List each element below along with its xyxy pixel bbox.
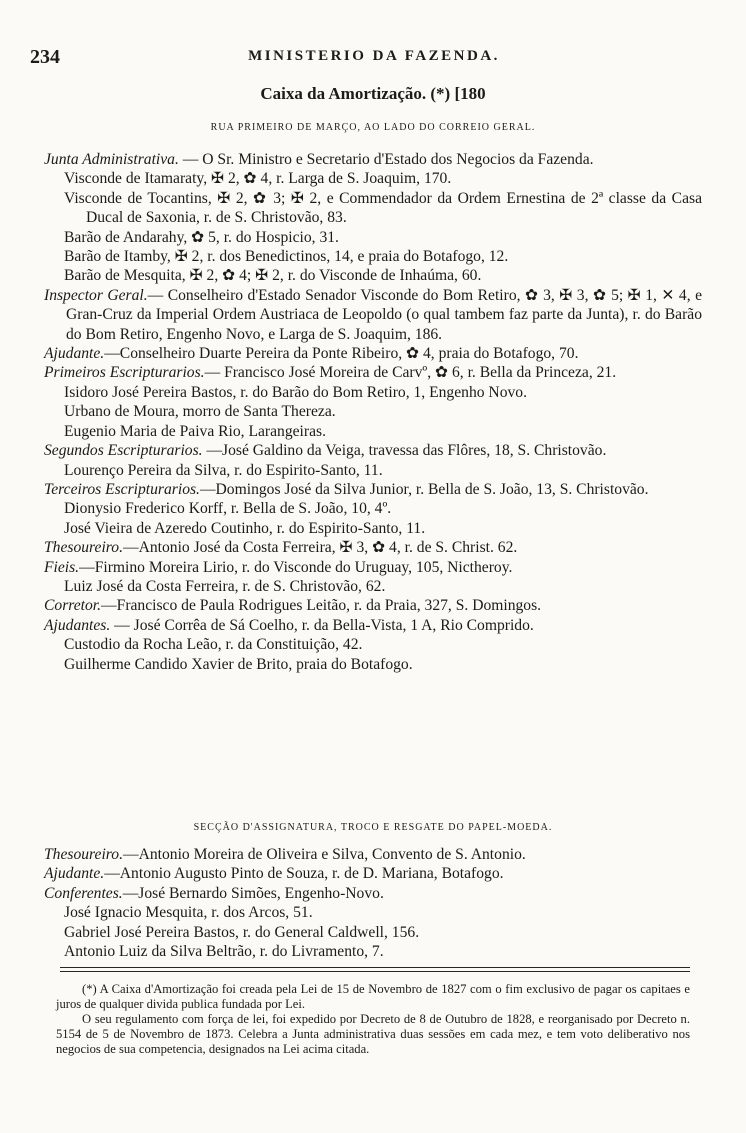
staff-entry bbox=[44, 150, 702, 169]
staff-entry bbox=[44, 655, 702, 674]
entry-text: —Francisco de Paula Rodrigues Leitão, r. da Praia, 327, S. Domingos. bbox=[101, 597, 542, 615]
entry-text: Guilherme Candido Xavier de Brito, praia do Botafogo. bbox=[64, 655, 413, 673]
staff-entry bbox=[44, 363, 702, 382]
staff-entry bbox=[44, 247, 702, 266]
staff-entry bbox=[44, 422, 702, 441]
staff-entry bbox=[44, 461, 702, 480]
staff-entry bbox=[44, 538, 702, 557]
staff-entry bbox=[44, 558, 702, 577]
entry-text: Barão de Mesquita, ✠ 2, ✿ 4; ✠ 2, r. do Visconde de Inhaúma, 60. bbox=[64, 267, 482, 285]
footnote-rule-secondary bbox=[60, 971, 690, 972]
staff-entry bbox=[44, 942, 702, 961]
entry-text: Urbano de Moura, morro de Santa Thereza. bbox=[64, 403, 336, 421]
entry-text: Isidoro José Pereira Bastos, r. do Barão do Bom Retiro, 1, Engenho Novo. bbox=[64, 383, 527, 401]
staff-entry bbox=[44, 344, 702, 363]
staff-entry bbox=[44, 884, 702, 903]
entry-text: — Francisco José Moreira de Carvº, ✿ 6, r. Bella da Princeza, 21. bbox=[204, 364, 617, 382]
entry-text: Eugenio Maria de Paiva Rio, Larangeiras. bbox=[64, 422, 326, 440]
entry-text: José Ignacio Mesquita, r. dos Arcos, 51. bbox=[64, 904, 313, 922]
office-title: Primeiros Escripturarios. bbox=[44, 364, 205, 382]
footnote-rule bbox=[60, 967, 690, 968]
entry-text: Barão de Itamby, ✠ 2, r. dos Benedictinos, 14, e praia do Botafogo, 12. bbox=[64, 248, 509, 266]
entry-text: Custodio da Rocha Leão, r. da Constituição, 42. bbox=[64, 636, 363, 654]
entry-text: Lourenço Pereira da Silva, r. do Espirito-Santo, 11. bbox=[64, 461, 383, 479]
staff-list-main bbox=[44, 150, 702, 674]
entry-text: Antonio Luiz da Silva Beltrão, r. do Livramento, 7. bbox=[64, 943, 384, 961]
office-title: Ajudante. bbox=[44, 865, 105, 883]
office-title: Terceiros Escripturarios. bbox=[44, 480, 200, 498]
section-heading-papel-moeda: SECÇÃO D'ASSIGNATURA, TROCO E RESGATE DO PAPEL-MOEDA. bbox=[193, 822, 553, 833]
staff-entry bbox=[44, 616, 702, 635]
entry-text: Visconde de Tocantins, ✠ 2, ✿ 3; ✠ 2, e Commendador da Ordem Ernestina de 2ª classe da Casa Ducal de Saxonia, r. de S. Christovão, 83. bbox=[64, 189, 702, 227]
footnote-paragraph: O seu regulamento com força de lei, foi expedido por Decreto de 8 de Outubro de 1828, e reorganisado por Decreto n. 5154 de 5 de Novembro de 1873. Celebra a Junta administrativa duas sessões em cada mez, e tem voto deliberativo nos negocios de sua competencia, designados na Lei acima citada. bbox=[56, 1011, 690, 1056]
staff-entry bbox=[44, 903, 702, 922]
staff-entry bbox=[44, 441, 702, 460]
staff-entry bbox=[44, 923, 702, 942]
entry-text: Luiz José da Costa Ferreira, r. de S. Christovão, 62. bbox=[64, 577, 386, 595]
entry-text: —José Bernardo Simões, Engenho-Novo. bbox=[122, 884, 384, 902]
staff-entry bbox=[44, 383, 702, 402]
staff-entry bbox=[44, 845, 702, 864]
staff-entry bbox=[44, 499, 702, 518]
entry-text: — O Sr. Ministro e Secretario d'Estado dos Negocios da Fazenda. bbox=[178, 151, 594, 168]
entry-text: —Antonio Augusto Pinto de Souza, r. de D. Mariana, Botafogo. bbox=[104, 865, 504, 883]
page-number: 234 bbox=[30, 46, 60, 68]
entry-text: Gabriel José Pereira Bastos, r. do General Caldwell, 156. bbox=[64, 923, 420, 941]
office-title: Thesoureiro. bbox=[44, 539, 123, 557]
entry-text: Visconde de Itamaraty, ✠ 2, ✿ 4, r. Larga de S. Joaquim, 170. bbox=[64, 170, 452, 188]
staff-entry bbox=[44, 596, 702, 615]
office-title: Inspector Geral. bbox=[44, 286, 148, 304]
entry-text: Dionysio Frederico Korff, r. Bella de S. João, 10, 4º. bbox=[64, 500, 392, 518]
staff-entry bbox=[44, 228, 702, 247]
running-title: MINISTERIO DA FAZENDA. bbox=[248, 48, 500, 64]
footnote-paragraph: (*) A Caixa d'Amortização foi creada pela Lei de 15 de Novembro de 1827 com o fim exclusivo de pagar os capitaes e juros de qualquer divida publica fundada por Lei. bbox=[56, 982, 690, 1011]
address-heading: RUA PRIMEIRO DE MARÇO, AO LADO DO CORREIO GERAL. bbox=[210, 122, 536, 133]
footnote bbox=[56, 982, 690, 1057]
entry-text: Barão de Andarahy, ✿ 5, r. do Hospicio, 31. bbox=[64, 228, 339, 246]
office-title: Thesoureiro. bbox=[44, 846, 123, 863]
staff-entry bbox=[44, 577, 702, 596]
section-title: Caixa da Amortização. (*) [180 bbox=[260, 84, 486, 103]
staff-entry bbox=[44, 402, 702, 421]
staff-entry bbox=[44, 480, 702, 499]
entry-text: — José Corrêa de Sá Coelho, r. da Bella-Vista, 1 A, Rio Comprido. bbox=[110, 616, 534, 634]
entry-text: —Firmino Moreira Lirio, r. do Visconde do Uruguay, 105, Nictheroy. bbox=[79, 558, 513, 576]
staff-list-papel-moeda bbox=[44, 845, 702, 961]
office-title: Ajudante. bbox=[44, 345, 105, 363]
staff-entry bbox=[44, 189, 702, 228]
page-header bbox=[30, 46, 718, 70]
office-title: Ajudantes. bbox=[44, 616, 111, 634]
entry-text: —Domingos José da Silva Junior, r. Bella de S. João, 13, S. Christovão. bbox=[199, 480, 649, 498]
staff-entry bbox=[44, 864, 702, 883]
entry-text: —Antonio José da Costa Ferreira, ✠ 3, ✿ 4, r. de S. Christ. 62. bbox=[122, 539, 518, 557]
entry-text: —José Galdino da Veiga, travessa das Flôres, 18, S. Christovão. bbox=[202, 442, 607, 460]
office-title: Segundos Escripturarios. bbox=[44, 442, 203, 460]
office-title: Conferentes. bbox=[44, 884, 123, 902]
staff-entry bbox=[44, 519, 702, 538]
staff-entry bbox=[44, 266, 702, 285]
office-title: Fieis. bbox=[44, 558, 80, 576]
entry-text: —Antonio Moreira de Oliveira e Silva, Convento de S. Antonio. bbox=[122, 846, 526, 863]
staff-entry bbox=[44, 286, 702, 344]
office-title: Corretor. bbox=[44, 597, 102, 615]
staff-entry bbox=[44, 635, 702, 654]
staff-entry bbox=[44, 169, 702, 188]
entry-text: —Conselheiro Duarte Pereira da Ponte Ribeiro, ✿ 4, praia do Botafogo, 70. bbox=[104, 345, 579, 363]
office-title: Junta Administrativa. bbox=[44, 151, 179, 168]
entry-text: José Vieira de Azeredo Coutinho, r. do Espirito-Santo, 11. bbox=[64, 519, 426, 537]
entry-text: — Conselheiro d'Estado Senador Visconde do Bom Retiro, ✿ 3, ✠ 3, ✿ 5; ✠ 1, ✕ 4, e Gran-Cruz da Imperial Ordem Austriaca de Leopoldo (o qual tambem faz parte da Junta), r. do Barão do Bom Retiro, Engenho Novo, e Larga de S. Joaquim, 186. bbox=[66, 286, 703, 343]
